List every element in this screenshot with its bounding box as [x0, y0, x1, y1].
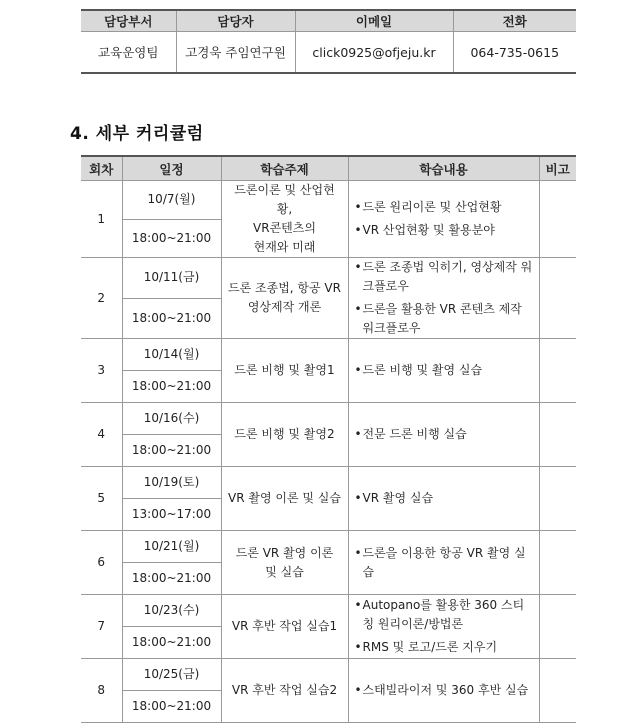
topic-line: 드론이론 및 산업현황, [234, 183, 335, 216]
header-schedule: 일정 [122, 156, 221, 181]
content-bullet: • Autopano를 활용한 360 스티칭 원리이론/방법론 [355, 596, 533, 634]
session-time: 18:00~21:00 [122, 627, 221, 659]
session-time: 18:00~21:00 [122, 219, 221, 258]
curriculum-header-row [81, 156, 576, 181]
topic-line: 영상제작 개론 [247, 300, 322, 314]
session-note [539, 531, 576, 595]
session-time: 18:00~21:00 [122, 563, 221, 595]
session-number: 2 [81, 258, 122, 339]
contact-row [81, 32, 576, 74]
table-row [81, 595, 576, 627]
topic-line: 및 실습 [265, 564, 304, 579]
header-topic: 학습주제 [221, 156, 348, 181]
session-topic [221, 258, 348, 339]
contact-email[interactable]: click0925@ofjeju.kr [295, 32, 453, 74]
topic-line: 드론 비행 및 촬영1 [234, 363, 335, 377]
session-date: 10/19(토) [122, 467, 221, 499]
session-topic [221, 531, 348, 595]
contact-header-person: 담당자 [176, 10, 295, 32]
header-session: 회차 [81, 156, 122, 181]
content-bullet: • 드론을 활용한 VR 콘텐츠 제작 워크플로우 [355, 300, 533, 338]
session-time: 13:00~17:00 [122, 499, 221, 531]
session-content [348, 531, 539, 595]
session-note [539, 467, 576, 531]
session-date: 10/21(월) [122, 531, 221, 563]
session-number: 1 [81, 181, 122, 258]
table-row [81, 659, 576, 691]
content-bullet: • 스태빌라이저 및 360 후반 실습 [355, 681, 533, 700]
session-note [539, 595, 576, 659]
content-bullet: • 전문 드론 비행 실습 [355, 425, 533, 444]
session-topic [221, 339, 348, 403]
session-note [539, 258, 576, 339]
session-content [348, 595, 539, 659]
session-number: 5 [81, 467, 122, 531]
topic-line: 드론 조종법, 항공 VR [228, 281, 341, 295]
session-number: 3 [81, 339, 122, 403]
table-row [81, 531, 576, 563]
session-topic [221, 467, 348, 531]
topic-line: VR 촬영 이론 및 실습 [228, 491, 341, 505]
contact-header-phone: 전화 [453, 10, 576, 32]
session-content [348, 258, 539, 339]
contact-header-email: 이메일 [295, 10, 453, 32]
table-row [81, 181, 576, 220]
table-row [81, 258, 576, 299]
session-topic [221, 403, 348, 467]
session-date: 10/11(금) [122, 258, 221, 299]
topic-line: 드론 VR 촬영 이론 [235, 545, 334, 560]
session-time: 18:00~21:00 [122, 298, 221, 339]
header-note: 비고 [539, 156, 576, 181]
topic-line: VR 후반 작업 실습2 [231, 683, 338, 697]
session-date: 10/23(수) [122, 595, 221, 627]
contact-header-dept: 담당부서 [81, 10, 176, 32]
topic-line: VR 후반 작업 실습1 [231, 619, 338, 633]
content-bullet: • 드론 조종법 익히기, 영상제작 워크플로우 [355, 258, 533, 296]
session-content [348, 181, 539, 258]
session-note [539, 403, 576, 467]
contact-person: 고경욱 주임연구원 [176, 32, 295, 74]
topic-line: 드론 비행 및 촬영2 [234, 427, 335, 441]
session-topic [221, 181, 348, 258]
contact-dept: 교육운영팀 [98, 45, 159, 60]
header-content: 학습내용 [348, 156, 539, 181]
session-time: 18:00~21:00 [122, 435, 221, 467]
session-date: 10/14(월) [122, 339, 221, 371]
session-time: 18:00~21:00 [122, 691, 221, 723]
contact-table [81, 9, 576, 74]
topic-line: 현재와 미래 [253, 240, 316, 254]
content-bullet: • RMS 및 로고/드론 지우기 [355, 638, 533, 657]
curriculum-body [81, 181, 576, 723]
curriculum-table [81, 155, 576, 723]
session-topic [221, 595, 348, 659]
session-time: 18:00~21:00 [122, 371, 221, 403]
contact-phone: 064-735-0615 [453, 32, 576, 74]
content-bullet: • VR 산업현황 및 활용분야 [355, 221, 533, 240]
section-title: 4. 세부 커리큘럼 [70, 124, 204, 144]
table-row [81, 339, 576, 371]
session-number: 8 [81, 659, 122, 723]
content-bullet: • 드론 원리이론 및 산업현황 [355, 198, 533, 217]
session-number: 6 [81, 531, 122, 595]
session-content [348, 339, 539, 403]
topic-line: VR콘텐츠의 [253, 221, 316, 235]
session-content [348, 403, 539, 467]
session-number: 4 [81, 403, 122, 467]
content-bullet: • 드론을 이용한 항공 VR 촬영 실습 [355, 544, 533, 582]
table-row [81, 403, 576, 435]
session-date: 10/7(월) [122, 181, 221, 220]
content-bullet: • 드론 비행 및 촬영 실습 [355, 361, 533, 380]
contact-header-row [81, 10, 576, 32]
session-note [539, 339, 576, 403]
session-date: 10/16(수) [122, 403, 221, 435]
session-number: 7 [81, 595, 122, 659]
session-date: 10/25(금) [122, 659, 221, 691]
session-content [348, 467, 539, 531]
table-row [81, 467, 576, 499]
content-bullet: • VR 촬영 실습 [355, 489, 533, 508]
session-note [539, 181, 576, 258]
